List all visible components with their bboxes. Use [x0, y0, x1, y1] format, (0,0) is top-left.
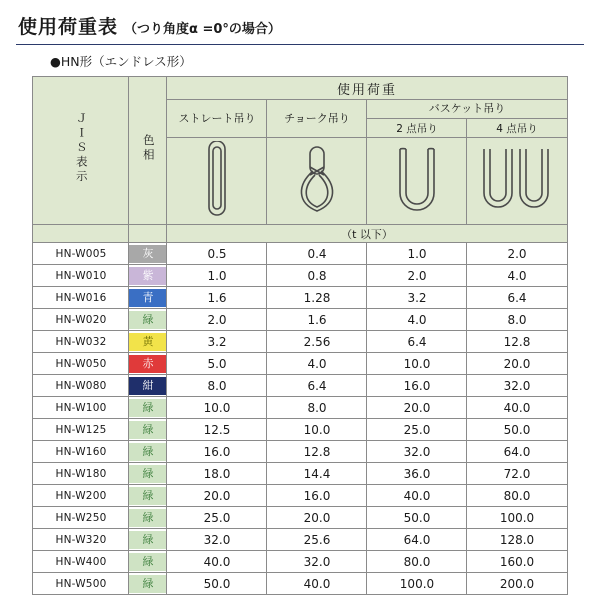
- cell-code: HN-W250: [33, 507, 129, 529]
- sling-choke-icon: [267, 138, 367, 225]
- cell-choke: 16.0: [267, 485, 367, 507]
- header-group-usage: 使用荷重: [167, 77, 567, 100]
- cell-basket4: 8.0: [467, 309, 567, 331]
- unit-blank-jis: [33, 225, 129, 243]
- cell-basket2: 64.0: [367, 529, 467, 551]
- cell-straight: 8.0: [167, 375, 267, 397]
- table-row: [33, 397, 567, 419]
- cell-color: [129, 309, 167, 331]
- sling-basket-2point-icon: [367, 138, 467, 225]
- table-row: [33, 507, 567, 529]
- cell-basket4: 160.0: [467, 551, 567, 573]
- cell-basket2: 50.0: [367, 507, 467, 529]
- table-header-row-1: [33, 77, 567, 100]
- cell-basket4: 40.0: [467, 397, 567, 419]
- page-title: [14, 12, 586, 39]
- cell-straight: 1.6: [167, 287, 267, 309]
- color-swatch: 緑: [129, 399, 166, 417]
- color-swatch: 赤: [129, 355, 166, 373]
- cell-basket4: 4.0: [467, 265, 567, 287]
- cell-choke: 0.8: [267, 265, 367, 287]
- cell-choke: 6.4: [267, 375, 367, 397]
- cell-straight: 18.0: [167, 463, 267, 485]
- cell-basket4: 2.0: [467, 243, 567, 265]
- color-swatch: 緑: [129, 443, 166, 461]
- table-unit-row: [33, 225, 567, 243]
- color-swatch: 黄: [129, 333, 166, 351]
- load-capacity-table: [32, 76, 567, 595]
- cell-choke: 10.0: [267, 419, 367, 441]
- table-row: [33, 551, 567, 573]
- cell-straight: 20.0: [167, 485, 267, 507]
- cell-code: HN-W200: [33, 485, 129, 507]
- cell-basket2: 32.0: [367, 441, 467, 463]
- table-row: [33, 485, 567, 507]
- color-swatch: 灰: [129, 245, 166, 263]
- header-basket-4point: 4 点吊り: [467, 119, 567, 138]
- table-row: [33, 243, 567, 265]
- table-row: [33, 331, 567, 353]
- table-row: [33, 419, 567, 441]
- cell-basket2: 2.0: [367, 265, 467, 287]
- table-row: [33, 441, 567, 463]
- cell-code: HN-W050: [33, 353, 129, 375]
- cell-basket4: 50.0: [467, 419, 567, 441]
- cell-color: [129, 243, 167, 265]
- cell-basket4: 6.4: [467, 287, 567, 309]
- cell-code: HN-W320: [33, 529, 129, 551]
- table-row: [33, 287, 567, 309]
- cell-code: HN-W400: [33, 551, 129, 573]
- title-main: 使用荷重表: [18, 16, 119, 38]
- cell-basket4: 100.0: [467, 507, 567, 529]
- cell-color: [129, 419, 167, 441]
- cell-basket2: 80.0: [367, 551, 467, 573]
- header-color: [129, 77, 167, 225]
- cell-color: [129, 375, 167, 397]
- color-swatch: 紫: [129, 267, 166, 285]
- header-straight: ストレート吊り: [167, 100, 267, 138]
- header-basket-2point: 2 点吊り: [367, 119, 467, 138]
- cell-color: [129, 265, 167, 287]
- cell-choke: 12.8: [267, 441, 367, 463]
- cell-choke: 1.28: [267, 287, 367, 309]
- cell-choke: 2.56: [267, 331, 367, 353]
- cell-basket2: 16.0: [367, 375, 467, 397]
- cell-straight: 40.0: [167, 551, 267, 573]
- cell-basket2: 20.0: [367, 397, 467, 419]
- cell-choke: 14.4: [267, 463, 367, 485]
- cell-color: [129, 397, 167, 419]
- cell-color: [129, 331, 167, 353]
- cell-choke: 4.0: [267, 353, 367, 375]
- color-swatch: 緑: [129, 311, 166, 329]
- cell-choke: 1.6: [267, 309, 367, 331]
- cell-straight: 16.0: [167, 441, 267, 463]
- cell-basket4: 64.0: [467, 441, 567, 463]
- cell-basket2: 1.0: [367, 243, 467, 265]
- table-row: [33, 529, 567, 551]
- subheading: ●HN形（エンドレス形）: [50, 54, 192, 69]
- sling-straight-icon: [167, 138, 267, 225]
- color-swatch: 青: [129, 289, 166, 307]
- cell-choke: 40.0: [267, 573, 367, 595]
- table-row: [33, 265, 567, 287]
- cell-straight: 1.0: [167, 265, 267, 287]
- color-swatch: 緑: [129, 421, 166, 439]
- cell-basket4: 32.0: [467, 375, 567, 397]
- cell-code: HN-W100: [33, 397, 129, 419]
- cell-code: HN-W500: [33, 573, 129, 595]
- table-row: [33, 309, 567, 331]
- cell-color: [129, 485, 167, 507]
- cell-color: [129, 463, 167, 485]
- table-row: [33, 573, 567, 595]
- cell-straight: 0.5: [167, 243, 267, 265]
- color-swatch: 緑: [129, 531, 166, 549]
- cell-color: [129, 551, 167, 573]
- cell-straight: 10.0: [167, 397, 267, 419]
- cell-straight: 50.0: [167, 573, 267, 595]
- cell-code: HN-W080: [33, 375, 129, 397]
- cell-choke: 20.0: [267, 507, 367, 529]
- cell-basket2: 3.2: [367, 287, 467, 309]
- cell-basket2: 100.0: [367, 573, 467, 595]
- cell-basket4: 20.0: [467, 353, 567, 375]
- cell-code: HN-W160: [33, 441, 129, 463]
- cell-basket2: 4.0: [367, 309, 467, 331]
- cell-choke: 25.6: [267, 529, 367, 551]
- cell-choke: 8.0: [267, 397, 367, 419]
- cell-color: [129, 441, 167, 463]
- cell-choke: 0.4: [267, 243, 367, 265]
- cell-basket4: 12.8: [467, 331, 567, 353]
- cell-basket2: 25.0: [367, 419, 467, 441]
- cell-straight: 32.0: [167, 529, 267, 551]
- cell-code: HN-W032: [33, 331, 129, 353]
- table-row: [33, 375, 567, 397]
- cell-straight: 3.2: [167, 331, 267, 353]
- cell-basket4: 72.0: [467, 463, 567, 485]
- color-swatch: 緑: [129, 553, 166, 571]
- cell-straight: 12.5: [167, 419, 267, 441]
- title-sub: （つり角度α =0°の場合）: [124, 22, 281, 37]
- sling-basket-4point-icon: [467, 138, 567, 225]
- cell-color: [129, 573, 167, 595]
- header-jis: [33, 77, 129, 225]
- color-swatch: 緑: [129, 465, 166, 483]
- cell-basket4: 200.0: [467, 573, 567, 595]
- cell-code: HN-W180: [33, 463, 129, 485]
- header-jis-label: ＪＩＳ表示: [74, 111, 89, 184]
- unit-blank-color: [129, 225, 167, 243]
- header-choke: チョーク吊り: [267, 100, 367, 138]
- cell-color: [129, 287, 167, 309]
- cell-code: HN-W016: [33, 287, 129, 309]
- cell-straight: 25.0: [167, 507, 267, 529]
- cell-basket2: 36.0: [367, 463, 467, 485]
- cell-code: HN-W020: [33, 309, 129, 331]
- table-row: [33, 353, 567, 375]
- unit-label: （t 以下）: [167, 225, 567, 243]
- cell-basket2: 40.0: [367, 485, 467, 507]
- cell-code: HN-W010: [33, 265, 129, 287]
- cell-code: HN-W125: [33, 419, 129, 441]
- cell-basket2: 10.0: [367, 353, 467, 375]
- color-swatch: 紺: [129, 377, 166, 395]
- cell-code: HN-W005: [33, 243, 129, 265]
- cell-choke: 32.0: [267, 551, 367, 573]
- color-swatch: 緑: [129, 575, 166, 593]
- cell-straight: 5.0: [167, 353, 267, 375]
- cell-basket4: 128.0: [467, 529, 567, 551]
- cell-color: [129, 529, 167, 551]
- header-basket: バスケット吊り: [367, 100, 567, 119]
- header-color-label: 色相: [141, 133, 156, 163]
- cell-color: [129, 353, 167, 375]
- color-swatch: 緑: [129, 509, 166, 527]
- title-divider: [16, 44, 584, 45]
- cell-basket2: 6.4: [367, 331, 467, 353]
- cell-color: [129, 507, 167, 529]
- cell-straight: 2.0: [167, 309, 267, 331]
- color-swatch: 緑: [129, 487, 166, 505]
- table-row: [33, 463, 567, 485]
- cell-basket4: 80.0: [467, 485, 567, 507]
